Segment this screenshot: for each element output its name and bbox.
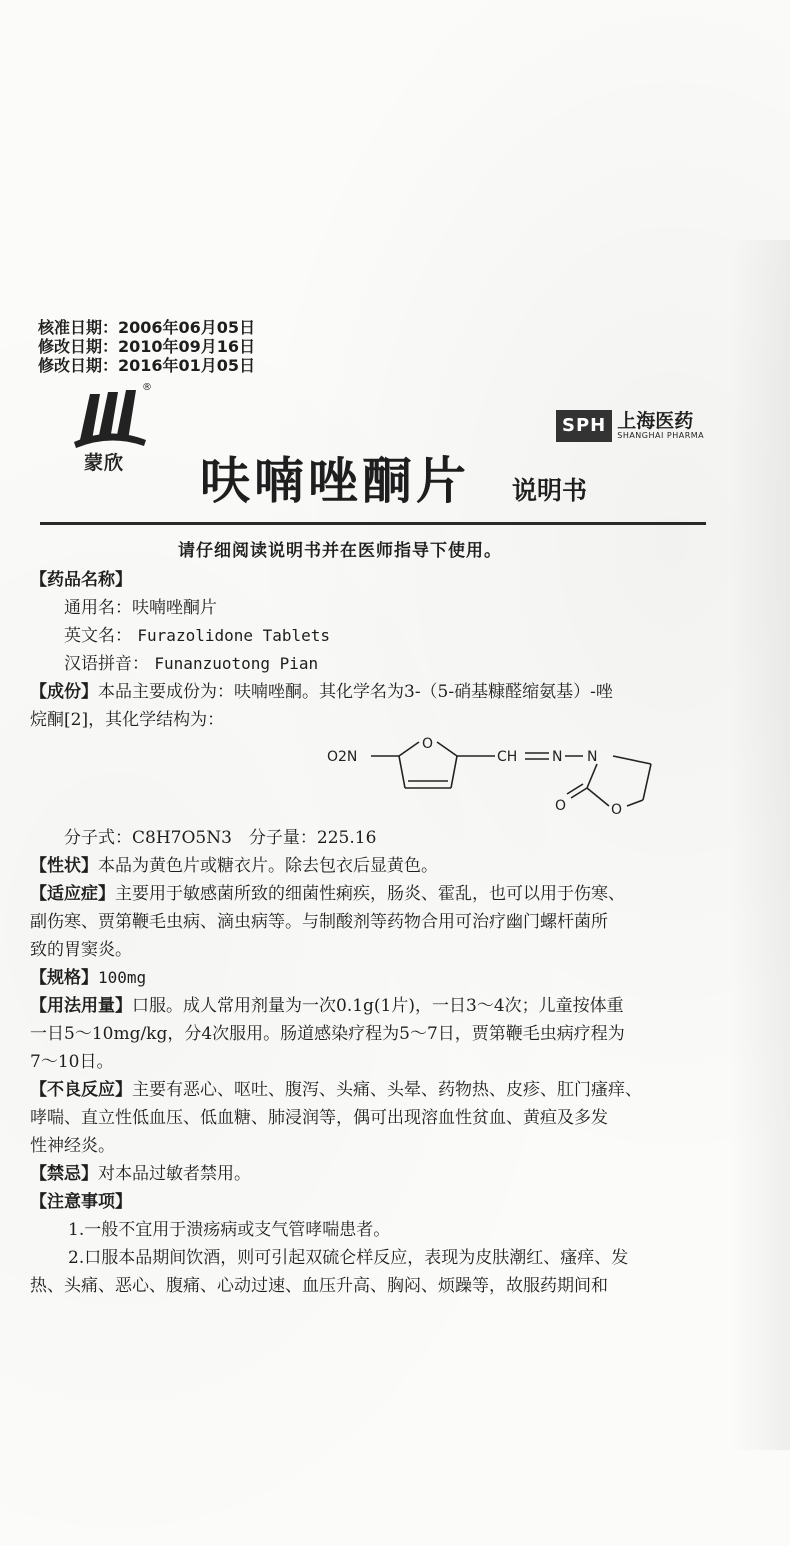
brand-logo xyxy=(70,382,160,482)
section-heading-contraindications: 【禁忌】 xyxy=(30,1164,98,1184)
spec-line: 【规格】100mg xyxy=(30,968,147,988)
section-heading-precautions: 【注意事项】 xyxy=(30,1192,132,1212)
dosage-line-3: 7～10日。 xyxy=(30,1052,114,1072)
contraindications-line: 【禁忌】对本品过敏者禁用。 xyxy=(30,1164,251,1184)
english-name-row xyxy=(30,622,725,650)
sph-badge: SPH xyxy=(556,410,612,442)
ingredients-line-1: 【成份】本品主要成份为：呋喃唑酮。其化学名为3-（5-硝基糠醛缩氨基）-唑 xyxy=(30,682,613,702)
english-name: Furazolidone Tablets xyxy=(137,626,331,645)
revision-date-1: 修改日期：2010年09月16日 xyxy=(38,337,256,356)
approval-date: 核准日期：2006年06月05日 xyxy=(38,318,256,337)
chemical-structure-diagram xyxy=(325,726,705,824)
precaution-item-1: 1.一般不宜用于溃疡病或支气管哮喘患者。 xyxy=(68,1220,391,1240)
usage-notice: 请仔细阅读说明书并在医师指导下使用。 xyxy=(178,541,502,561)
document-title: 呋喃唑酮片 xyxy=(200,452,470,510)
adverse-line-3: 性神经炎。 xyxy=(30,1136,115,1156)
indications-line-1: 【适应症】主要用于敏感菌所致的细菌性痢疾，肠炎、霍乱，也可以用于伤寒、 xyxy=(30,884,625,904)
appearance-line: 【性状】本品为黄色片或糖衣片。除去包衣后显黄色。 xyxy=(30,856,438,876)
indications-line-2: 副伤寒、贾第鞭毛虫病、滴虫病等。与制酸剂等药物合用可治疗幽门螺杆菌所 xyxy=(30,912,608,932)
page-edge-shadow xyxy=(730,240,790,1450)
approval-dates xyxy=(38,318,255,375)
revision-date-2: 修改日期：2016年01月05日 xyxy=(38,356,256,375)
nitro-group-label: O2N xyxy=(327,749,358,765)
section-heading-drug-name: 【药品名称】 xyxy=(30,570,132,590)
generic-name: 通用名：呋喃唑酮片 xyxy=(64,598,217,618)
oxazolidinone-oxygen-label: O xyxy=(611,802,623,818)
leaflet-body xyxy=(30,566,725,1300)
chemical-structure xyxy=(30,734,725,824)
molecular-formula: 分子式：C8H7O5N3 分子量：225.16 xyxy=(64,828,377,848)
carbonyl-oxygen-label: O xyxy=(555,798,567,814)
english-name-label: 英文名： xyxy=(64,626,132,646)
dosage-line-1: 【用法用量】口服。成人常用剂量为一次0.1g(1片)，一日3～4次；儿童按体重 xyxy=(30,996,624,1016)
title-divider xyxy=(40,522,706,525)
dosage-line-2: 一日5～10mg/kg，分4次服用。肠道感染疗程为5～7日，贾第鞭毛虫病疗程为 xyxy=(30,1024,625,1044)
ring-nitrogen-label: N xyxy=(587,749,598,765)
sph-english-name: SHANGHAI PHARMA xyxy=(617,431,705,440)
furan-oxygen-label: O xyxy=(422,736,434,752)
sph-logo xyxy=(556,410,704,442)
section-heading-adverse: 【不良反应】 xyxy=(30,1080,132,1100)
section-heading-spec: 【规格】 xyxy=(30,968,98,988)
adverse-line-2: 哮喘、直立性低血压、低血糖、肺浸润等，偶可出现溶血性贫血、黄疸及多发 xyxy=(30,1108,608,1128)
registered-mark: ® xyxy=(142,382,152,393)
sph-chinese-name: 上海医药 xyxy=(617,410,694,432)
section-heading-appearance: 【性状】 xyxy=(30,856,98,876)
document-subtitle: 说明书 xyxy=(512,476,588,505)
precaution-item-2-line-1: 2.口服本品期间饮酒，则可引起双硫仑样反应，表现为皮肤潮红、瘙痒、发 xyxy=(68,1248,629,1268)
section-heading-ingredients: 【成份】 xyxy=(30,682,98,702)
precaution-item-2-line-2: 热、头痛、恶心、腹痛、心动过速、血压升高、胸闷、烦躁等，故服药期间和 xyxy=(30,1276,608,1296)
pinyin-row xyxy=(30,650,725,678)
imine-nitrogen-label: N xyxy=(552,749,563,765)
section-heading-indications: 【适应症】 xyxy=(30,884,115,904)
adverse-line-1: 【不良反应】主要有恶心、呕吐、腹泻、头痛、头晕、药物热、皮疹、肛门瘙痒、 xyxy=(30,1080,642,1100)
section-heading-dosage: 【用法用量】 xyxy=(30,996,132,1016)
ingredients-line-2: 烷酮[2]，其化学结构为： xyxy=(30,710,225,730)
pinyin-label: 汉语拼音： xyxy=(64,654,149,674)
indications-line-3: 致的胃窦炎。 xyxy=(30,940,132,960)
methine-label: CH xyxy=(497,749,518,765)
brand-logo-icon xyxy=(70,382,150,448)
brand-name: 蒙欣 xyxy=(84,452,125,474)
pinyin-name: Funanzuotong Pian xyxy=(154,654,319,673)
